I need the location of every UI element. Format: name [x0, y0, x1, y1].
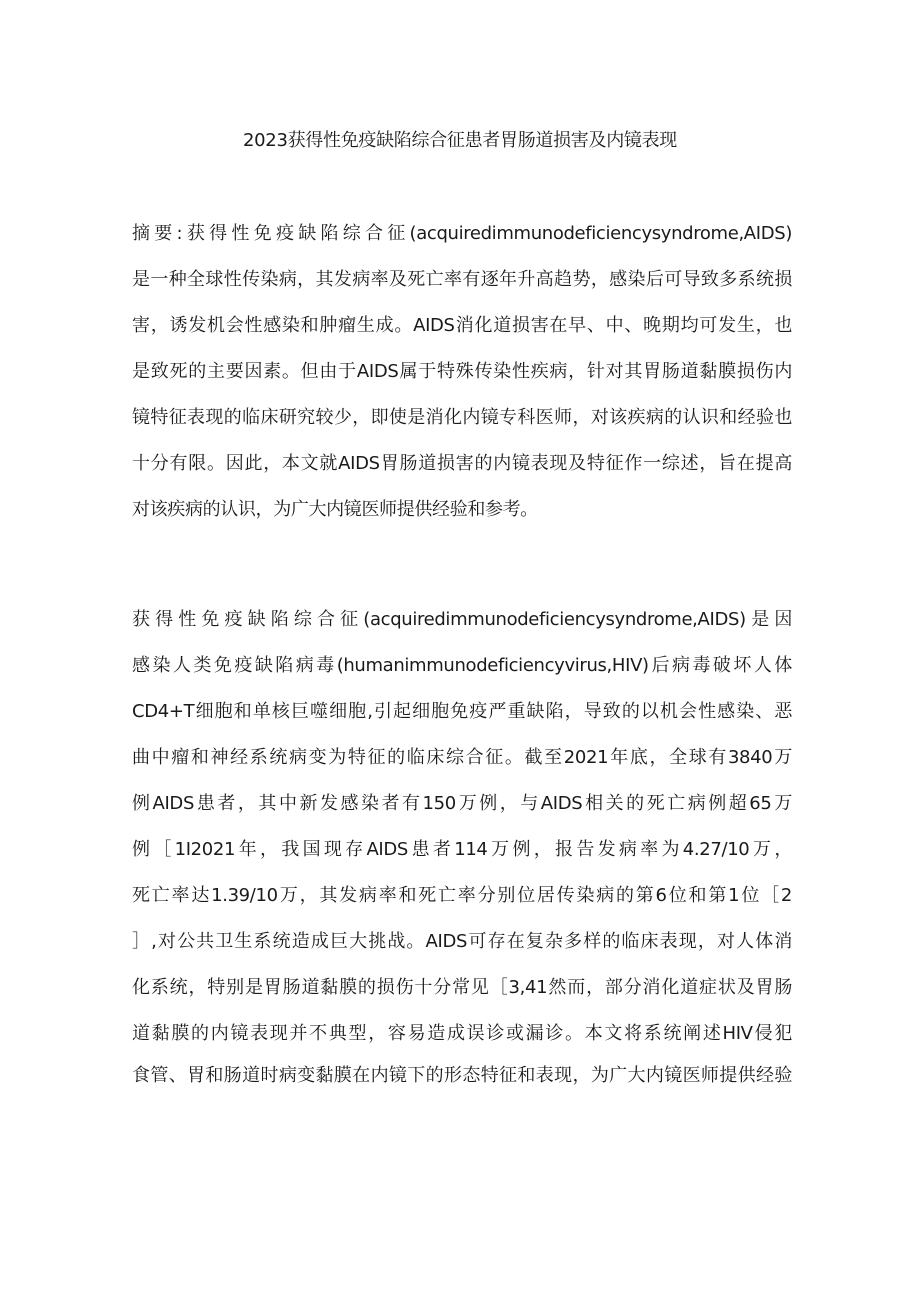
- continuation-line: 食管、胃和肠道时病变黏膜在内镜下的形态特征和表现，为广大内镜医师提供经验: [132, 1065, 792, 1086]
- intro-line: 例［1I2021年，我国现存AIDS患者114万例，报告发病率为4.27/10万，: [132, 839, 792, 860]
- intro-line: 感染人类免疫缺陷病毒(humanimmunodeficiencyvirus,HIV)后病毒破坏人体: [132, 655, 792, 676]
- intro-line: ］,对公共卫生系统造成巨大挑战。AIDS可存在复杂多样的临床表现，对人体消: [132, 931, 792, 952]
- intro-line: 获得性免疫缺陷综合征(acquiredimmunodeficiencysyndrome,AIDS)是因: [132, 609, 792, 630]
- abstract-line: 镜特征表现的临床研究较少，即使是消化内镜专科医师，对该疾病的认识和经验也: [132, 407, 792, 428]
- abstract-line: 害，诱发机会性感染和肿瘤生成。AIDS消化道损害在早、中、晚期均可发生，也: [132, 315, 792, 336]
- abstract-line: 摘要:获得性免疫缺陷综合征(acquiredimmunodeficiencysyndrome,AIDS): [132, 223, 792, 244]
- intro-line: 道黏膜的内镜表现并不典型，容易造成误诊或漏诊。本文将系统阐述HIV侵犯: [132, 1023, 792, 1044]
- abstract-line: 是致死的主要因素。但由于AIDS属于特殊传染性疾病，针对其胃肠道黏膜损伤内: [132, 361, 792, 382]
- continuation-paragraph: [132, 1053, 792, 1099]
- intro-paragraph: [132, 597, 792, 1057]
- intro-line: CD4+T细胞和单核巨噬细胞,引起细胞免疫严重缺陷，导致的以机会性感染、恶: [132, 701, 792, 722]
- abstract-paragraph: [132, 211, 792, 533]
- intro-line: 曲中瘤和神经系统病变为特征的临床综合征。截至2021年底，全球有3840万: [132, 747, 792, 768]
- abstract-line: 是一种全球性传染病，其发病率及死亡率有逐年升高趋势，感染后可导致多系统损: [132, 269, 792, 290]
- abstract-line: 对该疾病的认识，为广大内镜医师提供经验和参考。: [132, 499, 538, 520]
- document-title: 2023获得性免疫缺陷综合征患者胃肠道损害及内镜表现: [242, 130, 677, 151]
- intro-line: 化系统，特别是胃肠道黏膜的损伤十分常见［3,41然而，部分消化道症状及胃肠: [132, 977, 792, 998]
- intro-line: 例AIDS患者，其中新发感染者有150万例，与AIDS相关的死亡病例超65万: [132, 793, 792, 814]
- abstract-line: 十分有限。因此，本文就AIDS胃肠道损害的内镜表现及特征作一综述，旨在提高: [132, 453, 792, 474]
- intro-line: 死亡率达1.39/10万，其发病率和死亡率分别位居传染病的第6位和第1位［2: [132, 885, 792, 906]
